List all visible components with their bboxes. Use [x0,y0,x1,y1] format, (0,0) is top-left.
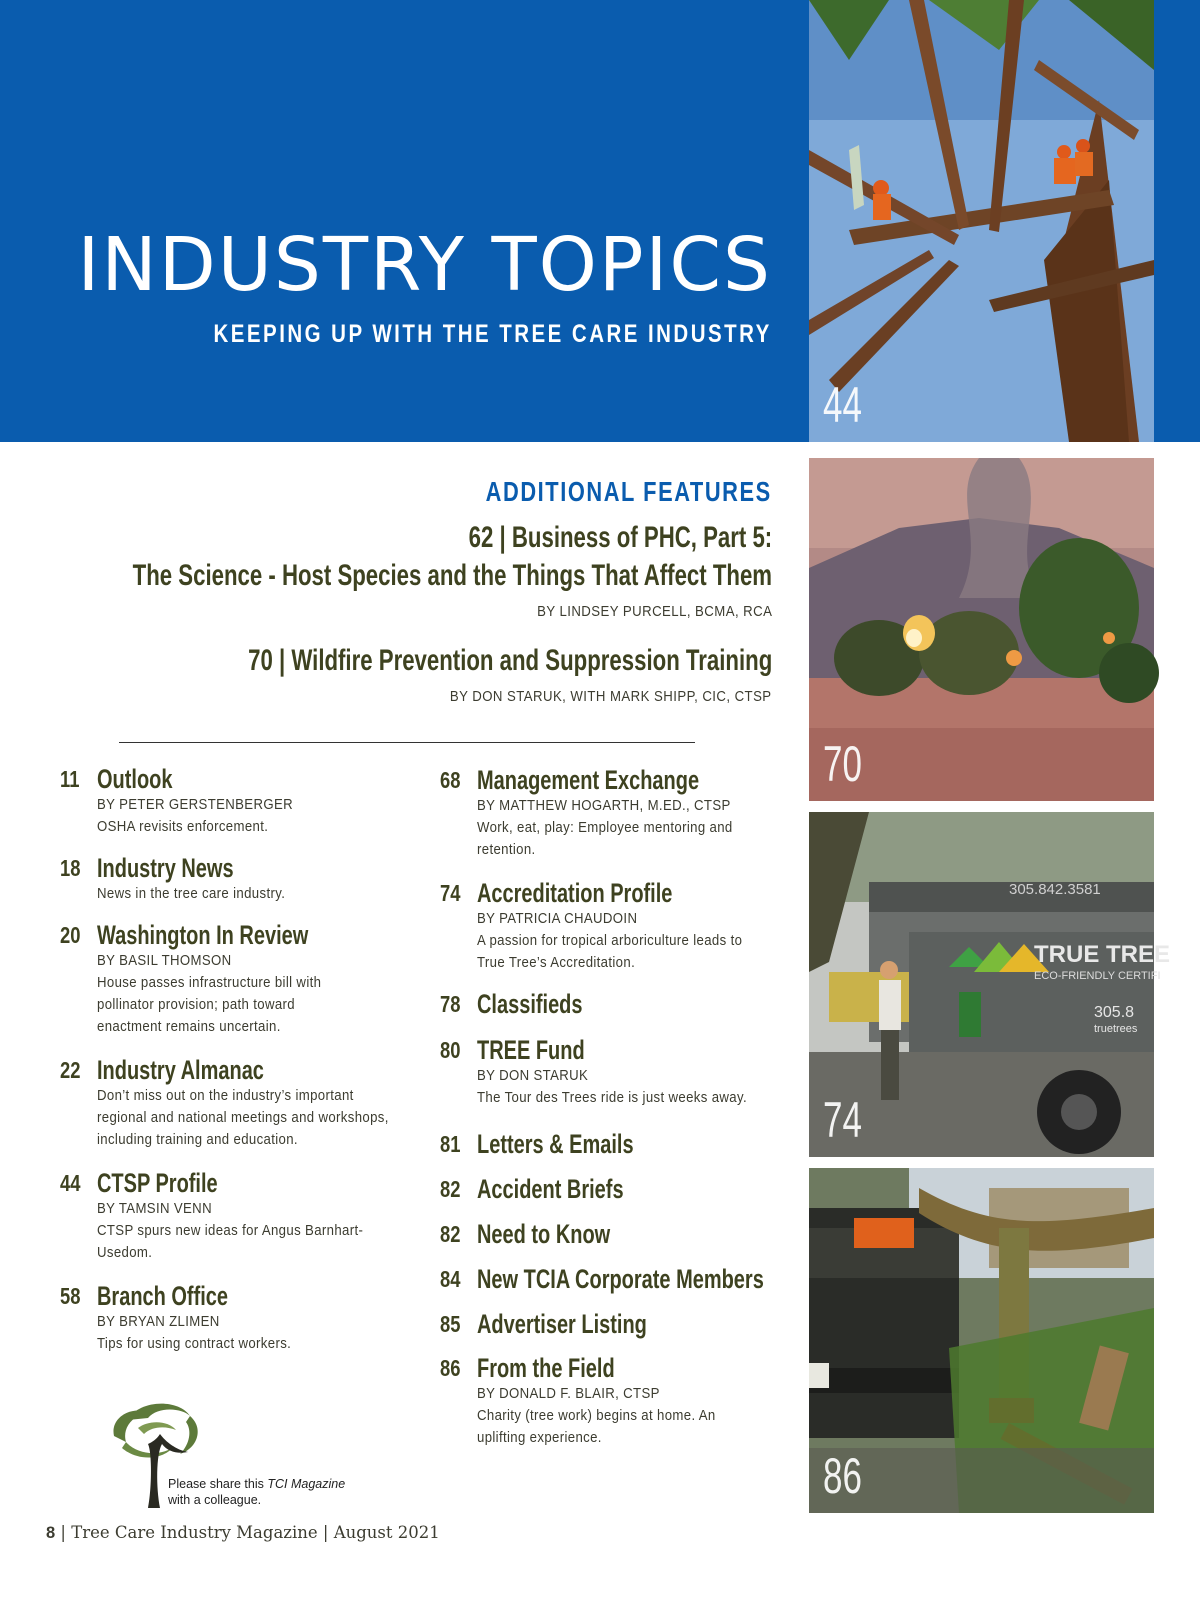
toc-page-number: 18 [60,855,81,881]
toc-byline: BY BASIL THOMSON [97,952,232,969]
toc-title: Washington In Review [97,920,309,950]
toc-description: Don’t miss out on the industry’s important regional and national meetings and workshops, including training and education. [97,1087,389,1148]
feature-62-title-line2[interactable]: The Science - Host Species and the Things That Affect Them [132,559,772,592]
toc-byline: BY BRYAN ZLIMEN [97,1313,220,1330]
photo-page-number: 74 [823,1092,862,1148]
truck-small-text: ECO-FRIENDLY CERTIFI [1034,970,1161,982]
toc-title: TREE Fund [477,1035,585,1065]
photo-climbers[interactable] [809,0,1154,442]
toc-page-number: 58 [60,1283,81,1309]
toc-description: CTSP spurs new ideas for Angus Barnhart-Usedom. [97,1222,364,1261]
toc-title: Accreditation Profile [477,878,673,908]
toc-item-industry-news[interactable] [60,853,400,905]
toc-title: Industry Almanac [97,1055,264,1085]
toc-title: From the Field [477,1353,615,1383]
toc-description: Work, eat, play: Employee mentoring and retention. [477,819,733,858]
toc-page-number: 82 [440,1176,461,1202]
toc-byline: BY DONALD F. BLAIR, CTSP [477,1385,660,1402]
feature-62-byline: BY LINDSEY PURCELL, BCMA, RCA [536,603,772,620]
toc-page-number: 85 [440,1311,461,1337]
feature-70-byline: BY DON STARUK, WITH MARK SHIPP, CIC, CTSP [450,688,772,705]
toc-item-outlook[interactable] [60,764,400,838]
toc-item-new-tcia-corporate-members[interactable] [440,1264,780,1294]
toc-description: House passes infrastructure bill with pollinator provision; path toward enactment remains uncertain. [97,974,322,1035]
toc-item-accreditation-profile[interactable] [440,878,780,974]
truck-phone-text: 305.842.3581 [1009,881,1101,898]
toc-item-management-exchange[interactable] [440,765,780,861]
toc-title: Advertiser Listing [477,1309,647,1339]
page-footer [46,1523,440,1543]
toc-description: The Tour des Trees ride is just weeks away. [477,1089,747,1106]
toc-title: Accident Briefs [477,1174,624,1204]
toc-title: Industry News [97,853,234,883]
toc-item-classifieds[interactable] [440,989,780,1019]
photo-page-number: 86 [823,1448,862,1504]
toc-page-number: 11 [60,766,80,792]
toc-item-washington-in-review[interactable] [60,920,400,1038]
toc-page-number: 84 [440,1266,461,1292]
toc-item-tree-fund[interactable] [440,1035,780,1109]
toc-byline: BY PATRICIA CHAUDOIN [477,910,638,927]
toc-page-number: 86 [440,1355,461,1381]
footer-publication: | Tree Care Industry Magazine | August 2021 [55,1523,440,1542]
toc-byline: BY TAMSIN VENN [97,1200,212,1217]
photo-wildfire[interactable] [809,458,1154,801]
toc-title: Management Exchange [477,765,700,795]
toc-item-advertiser-listing[interactable] [440,1309,780,1339]
toc-byline: BY PETER GERSTENBERGER [97,796,294,813]
toc-page-number: 74 [440,880,461,906]
toc-description: Tips for using contract workers. [97,1335,292,1352]
share-line2: with a colleague. [168,1493,262,1507]
toc-byline: BY MATTHEW HOGARTH, M.ED., CTSP [477,797,731,814]
toc-title: Branch Office [97,1281,229,1311]
toc-description: Charity (tree work) begins at home. An uplifting experience. [477,1407,716,1446]
share-prefix: Please share this [168,1477,268,1491]
toc-item-from-the-field[interactable] [440,1353,780,1449]
toc-item-letters-emails[interactable] [440,1129,780,1159]
toc-item-need-to-know[interactable] [440,1219,780,1249]
toc-page-number: 78 [440,991,461,1017]
feature-62-title-line1[interactable]: 62 | Business of PHC, Part 5: [468,521,772,554]
photo-page-number: 70 [823,736,862,792]
toc-title: Need to Know [477,1219,611,1249]
truck-web-text: truetrees [1094,1023,1138,1035]
toc-page-number: 20 [60,922,81,948]
toc-page-number: 80 [440,1037,461,1063]
toc-description: A passion for tropical arboriculture leads to True Tree’s Accreditation. [477,932,743,971]
toc-page-number: 81 [440,1131,461,1157]
toc-title: Letters & Emails [477,1129,634,1159]
toc-description: News in the tree care industry. [97,885,286,902]
toc-page-number: 68 [440,767,461,793]
toc-item-industry-almanac[interactable] [60,1055,400,1151]
divider-rule [119,742,695,743]
truck-logo-text: TRUE TREE [1034,941,1171,968]
truck-phone2-text: 305.8 [1094,1004,1135,1021]
toc-page-number: 22 [60,1057,81,1083]
toc-title: New TCIA Corporate Members [477,1264,764,1294]
feature-70-title[interactable]: 70 | Wildfire Prevention and Suppression Training [247,644,772,677]
toc-item-accident-briefs[interactable] [440,1174,780,1204]
toc-item-branch-office[interactable] [60,1281,400,1355]
additional-features-heading: ADDITIONAL FEATURES [485,476,772,507]
footer-page-number: 8 [46,1524,56,1542]
toc-page-number: 82 [440,1221,461,1247]
photo-fallen-tree[interactable] [809,1168,1154,1513]
share-note [168,1476,345,1508]
toc-item-ctsp-profile[interactable] [60,1168,400,1264]
toc-title: Outlook [97,764,173,794]
photo-truck[interactable] [809,812,1171,1157]
page-subtitle: KEEPING UP WITH THE TREE CARE INDUSTRY [213,320,772,348]
page-title: INDUSTRY TOPICS [77,222,772,308]
share-magazine-name: TCI Magazine [267,1477,346,1491]
toc-page-number: 44 [60,1170,81,1196]
toc-title: CTSP Profile [97,1168,218,1198]
toc-byline: BY DON STARUK [477,1067,589,1084]
toc-description: OSHA revisits enforcement. [97,818,269,835]
toc-title: Classifieds [477,989,583,1019]
photo-page-number: 44 [823,377,862,433]
